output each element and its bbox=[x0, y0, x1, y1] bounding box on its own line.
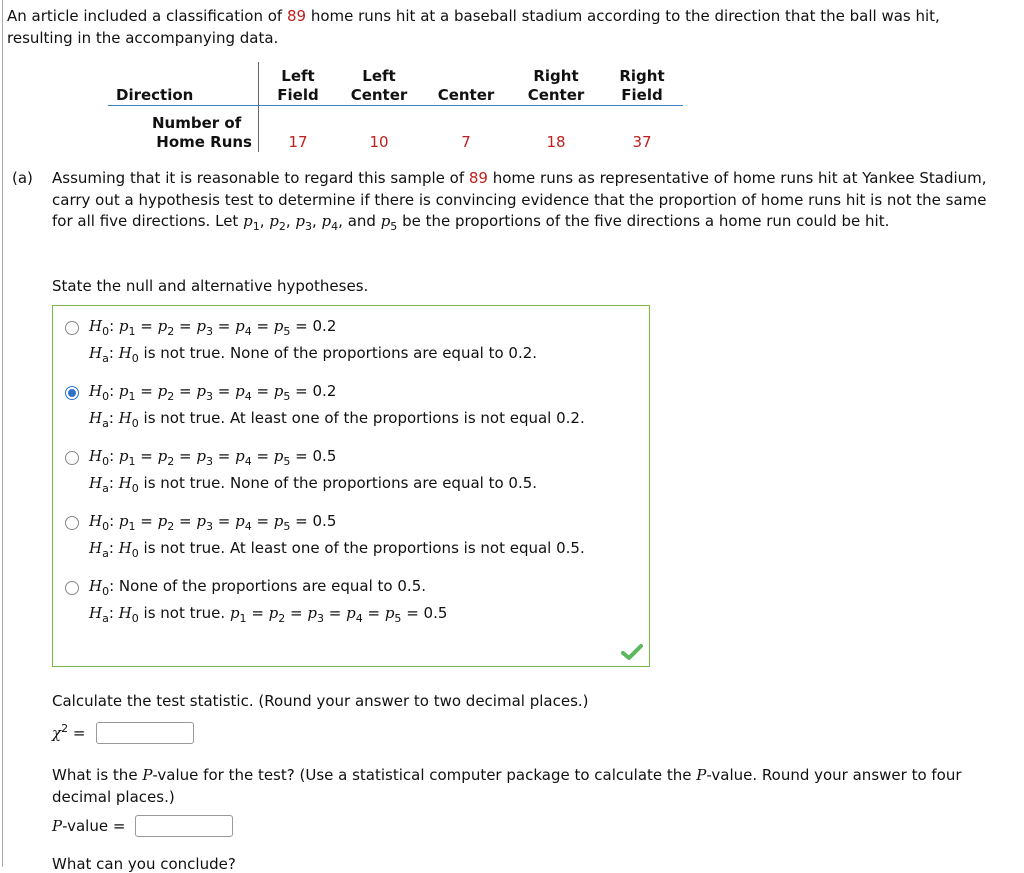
home-runs-table bbox=[108, 62, 683, 152]
null-hypothesis: $H_0$: $p_1 = p_2 = p_3 = p_4 = p_5 = 0.2$ bbox=[89, 317, 337, 338]
pvalue-prompt: What is the P-value for the test? (Use a statistical computer package to calculate the P-value. Round your answer to four decimal places.) bbox=[52, 766, 962, 806]
intro-text: An article included a classification of bbox=[7, 7, 287, 25]
col-header-center: Center bbox=[437, 86, 495, 104]
checkmark-icon bbox=[621, 644, 643, 660]
table-values-row bbox=[108, 106, 683, 153]
row-label-home-runs: Number of Home Runs bbox=[152, 114, 252, 151]
alt-hypothesis: $H_a$: $H_0$ is not true. At least one of the proportions is not equal 0.2. bbox=[89, 409, 585, 430]
col-header-left-center: Left Center bbox=[350, 67, 408, 104]
alt-hypothesis: $H_a$: $H_0$ is not true. At least one of the proportions is not equal 0.5. bbox=[89, 539, 585, 560]
null-hypothesis: $H_0$: $p_1 = p_2 = p_3 = p_4 = p_5 = 0.5$ bbox=[89, 447, 337, 468]
radio-button[interactable] bbox=[65, 321, 79, 335]
alt-hypothesis: $H_a$: $H_0$ is not true. None of the proportions are equal to 0.2. bbox=[89, 344, 538, 365]
radio-button[interactable] bbox=[65, 516, 79, 530]
value-right-center: 18 bbox=[546, 133, 566, 151]
pvalue-input[interactable] bbox=[135, 815, 233, 837]
chi-square-input[interactable] bbox=[96, 722, 194, 744]
value-right-field: 37 bbox=[632, 133, 652, 151]
chi-square-label: $\chi^2$ = bbox=[52, 722, 86, 742]
test-statistic-prompt: Calculate the test statistic. (Round your answer to two decimal places.) bbox=[52, 692, 589, 710]
part-a-label: (a) bbox=[12, 169, 33, 187]
hypotheses-choices bbox=[52, 305, 650, 667]
table-header-row bbox=[108, 62, 683, 106]
alt-hypothesis: $H_a$: $H_0$ is not true. None of the proportions are equal to 0.5. bbox=[89, 474, 538, 495]
col-header-left-field: Left Field bbox=[259, 62, 338, 106]
null-hypothesis: $H_0$: $p_1 = p_2 = p_3 = p_4 = p_5 = 0.2$ bbox=[89, 382, 337, 403]
radio-button[interactable] bbox=[65, 581, 79, 595]
hypotheses-prompt: State the null and alternative hypotheses. bbox=[52, 277, 369, 295]
problem-intro bbox=[7, 5, 997, 49]
value-left-center: 10 bbox=[369, 133, 389, 151]
part-a-question: (a) Assuming that it is reasonable to regard this sample of 89 home runs as representative of home runs hit at Yankee Stadium, carry out a hypothesis test to determine if there is convincing evidence that the proportion of home runs hit is not the same for all five directions. Let $p_1$, $p_2$, $p_3$, $p_4$, and $p_5$ be the proportions of the five directions a home run could be hit. bbox=[12, 169, 987, 233]
alt-hypothesis: $H_a$: $H_0$ is not true. $p_1 = p_2 = p_3 = p_4 = p_5 = 0.5$ bbox=[89, 604, 448, 625]
radio-button[interactable] bbox=[65, 451, 79, 465]
value-center: 7 bbox=[461, 133, 471, 151]
intro-text-2: home runs hit at a baseball stadium according to the direction that the ball was hit, resulting in the accompanying data. bbox=[7, 7, 940, 47]
value-left-field: 17 bbox=[259, 106, 338, 153]
row-label-direction: Direction bbox=[116, 86, 194, 104]
pvalue-label: P-value = bbox=[52, 817, 126, 835]
null-hypothesis: $H_0$: $p_1 = p_2 = p_3 = p_4 = p_5 = 0.5$ bbox=[89, 512, 337, 533]
col-header-right-field: Right Field bbox=[619, 67, 665, 104]
col-header-right-center: Right Center bbox=[527, 67, 585, 104]
page-left-border bbox=[2, 0, 3, 867]
radio-button-selected[interactable] bbox=[65, 386, 79, 400]
null-hypothesis: $H_0$: None of the proportions are equal to 0.5. bbox=[89, 577, 427, 598]
conclusion-prompt: What can you conclude? bbox=[52, 855, 236, 873]
part-a-count: 89 bbox=[468, 169, 488, 187]
intro-count: 89 bbox=[286, 7, 307, 25]
